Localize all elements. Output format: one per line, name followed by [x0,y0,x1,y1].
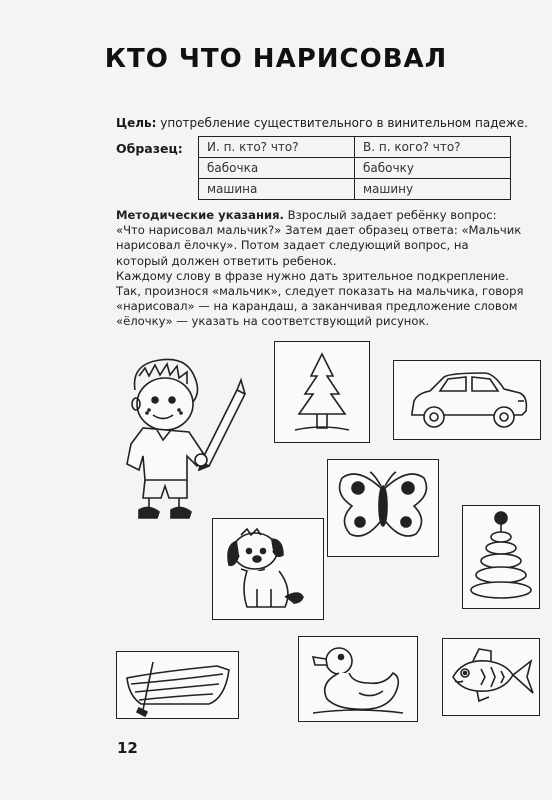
puppy-icon [213,519,323,619]
goal-line [116,116,528,130]
car-icon [394,361,540,439]
table-row [199,158,511,179]
car-picture [393,360,541,440]
fir-tree-icon [275,342,369,442]
boy-picture [105,352,250,527]
table-cell: машина [199,179,355,200]
table-row [199,137,511,158]
method-label: Методические указания. [116,208,284,222]
dog-picture [212,518,324,620]
method-paragraph-1 [116,208,524,269]
fish-icon [443,639,539,715]
sample-label: Образец: [116,141,183,156]
method-paragraph-2: Каждому слову в фразе нужно дать зрительное подкрепление. Так, произнося «мальчик», следует показать на мальчика, говоря «нарисовал» — на карандаш, а заканчивая предложение словом «ёлочку» — указать на соответствующий рисунок. [116,268,524,329]
table-row [199,179,511,200]
pyramid-picture [462,505,540,609]
duck-picture [298,636,418,722]
goal-label: Цель: [116,116,157,130]
page-number: 12 [117,739,138,757]
page-title: КТО ЧТО НАРИСОВАЛ [104,44,448,74]
table-cell: бабочку [355,158,511,179]
tree-picture [274,341,370,443]
method-notes [116,208,524,330]
table-cell: машину [355,179,511,200]
sample-table [198,136,511,200]
butterfly-picture [327,459,439,557]
goal-text: употребление существительного в винительном падеже. [156,116,528,130]
table-cell: И. п. кто? что? [199,137,355,158]
duck-icon [299,637,417,721]
fish-picture [442,638,540,716]
boat-picture [116,651,239,719]
boat-icon [117,652,238,718]
butterfly-icon [328,460,438,556]
table-cell: В. п. кого? что? [355,137,511,158]
boy-with-pencil-icon [105,352,250,527]
method-text-1: Взрослый задает ребёнку вопрос: «Что нарисовал мальчик?» Затем дает образец ответа: «Мальчик нарисовал ёлочку». Потом задает следующий вопрос, на который должен ответить ребенок. [116,208,522,268]
table-cell: бабочка [199,158,355,179]
ring-pyramid-icon [463,506,539,608]
